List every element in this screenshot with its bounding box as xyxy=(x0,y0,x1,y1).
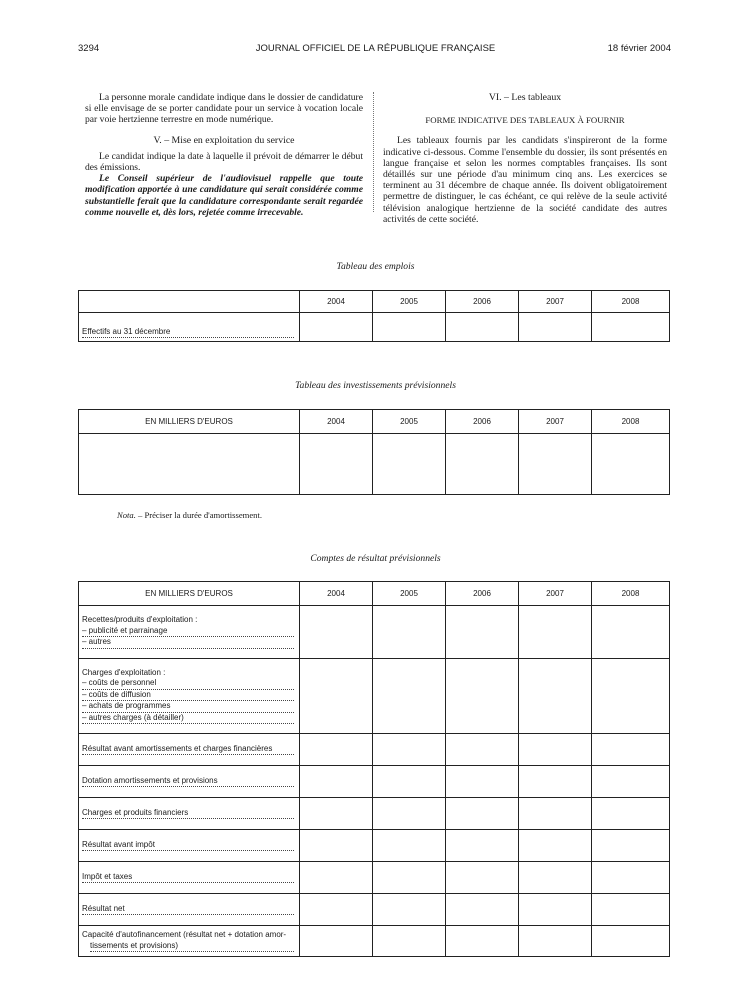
income-statement-table xyxy=(78,581,670,957)
year-header: 2008 xyxy=(592,291,670,313)
year-header: 2008 xyxy=(592,410,670,434)
row-label: Charges et produits financiers xyxy=(82,808,294,820)
year-header: 2004 xyxy=(300,291,373,313)
table-row xyxy=(79,926,670,957)
row-label: tissements et provisions) xyxy=(90,941,294,953)
row-label: Impôt et taxes xyxy=(82,872,294,884)
paragraph-emphasis: Le Conseil supérieur de l'audiovisuel rappelle que toute modification apportée à une candidature qui serait considérée comme substantielle ferait que la candidature correspondante serait regardée comme nouvelle et, dès lors, rejetée comme irrecevable. xyxy=(85,173,363,218)
paragraph: Le candidat indique la date à laquelle il prévoit de démarrer le début des émissions. xyxy=(85,150,363,174)
unit-header: EN MILLIERS D'EUROS xyxy=(79,410,300,434)
section-subtitle: FORME INDICATIVE DES TABLEAUX À FOURNIR xyxy=(425,115,625,126)
year-header: 2007 xyxy=(519,291,592,313)
page-number: 3294 xyxy=(78,43,100,54)
year-header: 2008 xyxy=(592,582,670,606)
table-row xyxy=(79,894,670,926)
table-row xyxy=(79,659,670,734)
year-header: 2006 xyxy=(446,582,519,606)
table-row xyxy=(79,734,670,766)
row-label: – coûts de diffusion xyxy=(82,690,294,702)
row-label: Effectifs au 31 décembre xyxy=(82,327,294,339)
row-label: Capacité d'autofinancement (résultat net + dotation amor- xyxy=(82,930,287,939)
row-label: Résultat avant amortissements et charges financières xyxy=(82,744,294,756)
year-header: 2006 xyxy=(446,291,519,313)
table-header-row xyxy=(79,410,670,434)
paragraph: Les tableaux fournis par les candidats s'inspireront de la forme indicative ci-dessous. Comme l'ensemble du dossier, ils sont présentés en langue française et selon les normes comptables françaises. Ils sont détaillés sur une période d'au minimum cinq ans. Les exercices se terminent au 31 décembre de chaque année. Ils doivent obligatoirement permettre de distinguer, le cas échéant, ce qui relève de la seule activité télévision analogique hertzienne de la société candidate des autres activités de cette société. xyxy=(383,135,667,225)
table-row xyxy=(79,606,670,659)
note-text: – Préciser la durée d'amortissement. xyxy=(135,510,262,520)
row-label: – autres xyxy=(82,637,294,649)
employment-table xyxy=(78,290,670,342)
table-header-row xyxy=(79,582,670,606)
table-row xyxy=(79,862,670,894)
header-date: 18 février 2004 xyxy=(607,43,671,54)
right-column xyxy=(383,92,667,225)
row-label: – coûts de personnel xyxy=(82,678,294,690)
table-note xyxy=(117,510,262,520)
table-title: Comptes de résultat prévisionnels xyxy=(310,553,441,564)
table-title: Tableau des emplois xyxy=(336,261,415,272)
section-title: V. – Mise en exploitation du service xyxy=(153,134,295,146)
row-label: – autres charges (à détailler) xyxy=(82,713,294,725)
row-label: – publicité et parrainage xyxy=(82,626,294,638)
table-row xyxy=(79,434,670,495)
year-header: 2005 xyxy=(373,582,446,606)
note-label: Nota. xyxy=(117,510,136,520)
row-label: Résultat net xyxy=(82,904,294,916)
table-title: Tableau des investissements prévisionnels xyxy=(295,380,456,391)
year-header: 2007 xyxy=(519,410,592,434)
row-label: Résultat avant impôt xyxy=(82,840,294,852)
row-label: – achats de programmes xyxy=(82,701,294,713)
year-header: 2004 xyxy=(300,410,373,434)
table-row xyxy=(79,798,670,830)
paragraph: La personne morale candidate indique dans le dossier de candidature si elle envisage de se porter candidate pour un service à vocation locale par voie hertzienne terrestre en mode numérique. xyxy=(85,92,363,126)
investment-table xyxy=(78,409,670,495)
table-header-row xyxy=(79,291,670,313)
section-title: VI. – Les tableaux xyxy=(488,92,562,103)
column-divider xyxy=(373,92,374,212)
row-label: Charges d'exploitation : xyxy=(82,667,166,677)
row-label: Dotation amortissements et provisions xyxy=(82,776,294,788)
year-header: 2006 xyxy=(446,410,519,434)
unit-header: EN MILLIERS D'EUROS xyxy=(79,582,300,606)
left-column xyxy=(85,92,363,218)
table-row xyxy=(79,766,670,798)
year-header: 2005 xyxy=(373,291,446,313)
journal-title: JOURNAL OFFICIEL DE LA RÉPUBLIQUE FRANÇAISE xyxy=(255,43,496,54)
year-header: 2004 xyxy=(300,582,373,606)
year-header: 2007 xyxy=(519,582,592,606)
year-header: 2005 xyxy=(373,410,446,434)
table-row xyxy=(79,830,670,862)
row-label: Recettes/produits d'exploitation : xyxy=(82,615,198,625)
table-row xyxy=(79,313,670,342)
